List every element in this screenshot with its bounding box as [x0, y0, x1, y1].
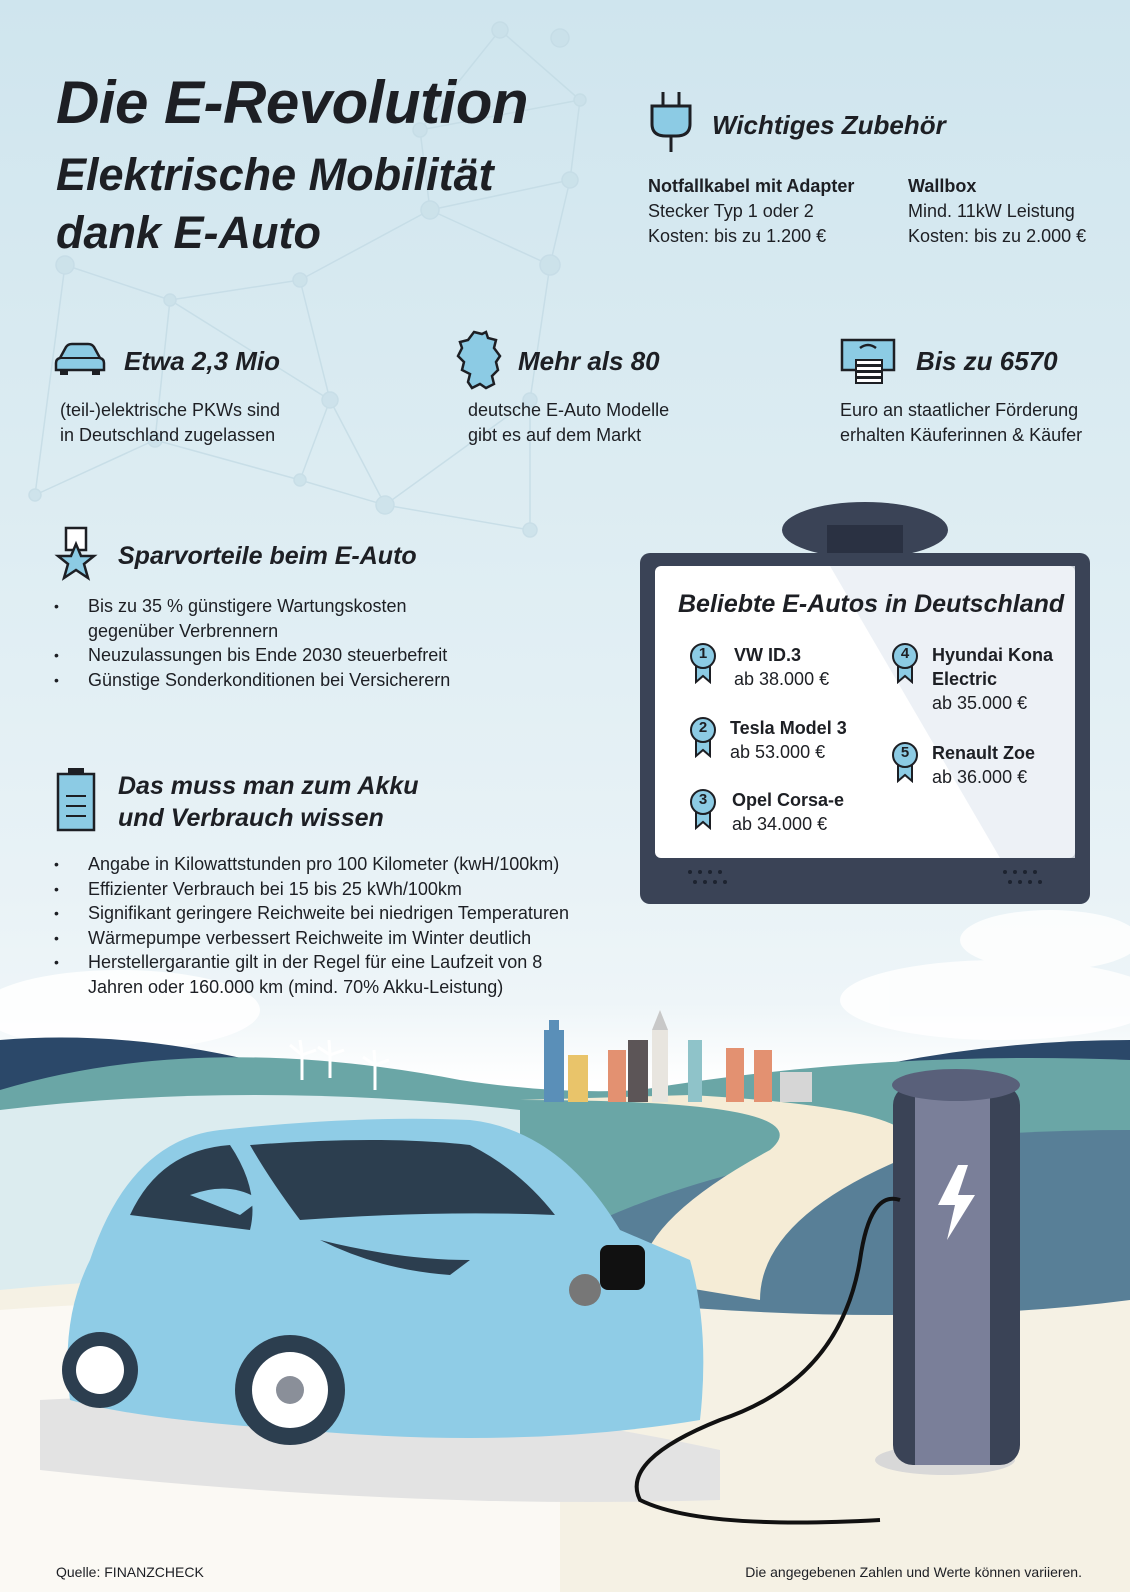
- list-item: • Angabe in Kilowattstunden pro 100 Kilometer (kwH/100km): [56, 852, 626, 877]
- popular-heading: Beliebte E-Autos in Deutschland: [678, 590, 1065, 618]
- page-title: Die E-Revolution: [56, 69, 529, 136]
- stat-text-funding: Euro an staatlicher Förderung erhalten Käuferinnen & Käufer: [840, 400, 1083, 445]
- popular-car-4: Hyundai Kona Electric ab 35.000 €: [932, 645, 1054, 713]
- list-item: • Bis zu 35 % günstigere Wartungskosten gegenüber Verbrennern: [56, 594, 496, 643]
- rank-2-number: 2: [698, 719, 708, 736]
- award-star-icon: [54, 526, 98, 589]
- stat-heading-funding: Bis zu 6570: [916, 346, 1058, 376]
- list-item: • Effizienter Verbrauch bei 15 bis 25 kWh/100km: [56, 877, 626, 902]
- list-item: • Neuzulassungen bis Ende 2030 steuerbefreit: [56, 643, 496, 668]
- list-item: • Günstige Sonderkonditionen bei Versicherern: [56, 668, 496, 693]
- germany-map-icon: [456, 330, 502, 395]
- subtitle-line-2: dank E-Auto: [56, 207, 321, 258]
- accessory-item-wallbox: Wallbox Mind. 11kW Leistung Kosten: bis zu 2.000 €: [908, 176, 1087, 246]
- battery-heading: Das muss man zum Akku und Verbrauch wissen: [118, 772, 419, 832]
- car-icon: [54, 342, 106, 381]
- accessories-heading: Wichtiges Zubehör: [712, 110, 946, 140]
- subtitle-line-1: Elektrische Mobilität: [56, 149, 494, 200]
- popular-car-1: VW ID.3 ab 38.000 €: [734, 645, 830, 689]
- savings-heading: Sparvorteile beim E-Auto: [118, 542, 417, 570]
- list-item: • Wärmepumpe verbessert Reichweite im Winter deutlich: [56, 926, 626, 951]
- rank-3-number: 3: [698, 791, 708, 808]
- stat-text-models: deutsche E-Auto Modelle gibt es auf dem Markt: [468, 400, 670, 445]
- savings-list: [56, 594, 496, 692]
- battery-list: [56, 852, 626, 999]
- stat-heading-models: Mehr als 80: [518, 346, 660, 376]
- battery-icon: [56, 766, 96, 837]
- stat-text-cars: (teil-)elektrische PKWs sind in Deutschland zugelassen: [60, 400, 281, 445]
- popular-car-3: Opel Corsa-e ab 34.000 €: [732, 790, 845, 834]
- page-subtitle: [56, 146, 576, 262]
- rank-5-number: 5: [900, 744, 910, 761]
- popular-car-5: Renault Zoe ab 36.000 €: [932, 743, 1036, 787]
- money-icon: [840, 338, 896, 389]
- popular-car-2: Tesla Model 3 ab 53.000 €: [730, 718, 847, 762]
- stat-heading-cars: Etwa 2,3 Mio: [124, 346, 281, 376]
- accessory-item-cable: Notfallkabel mit Adapter Stecker Typ 1 oder 2 Kosten: bis zu 1.200 €: [648, 176, 855, 246]
- rank-4-number: 4: [900, 645, 910, 662]
- plug-icon: [648, 90, 694, 159]
- list-item: • Signifikant geringere Reichweite bei niedrigen Temperaturen: [56, 901, 626, 926]
- rank-1-number: 1: [698, 645, 708, 662]
- list-item: • Herstellergarantie gilt in der Regel für eine Laufzeit von 8 Jahren oder 160.000 km (mind. 70% Akku-Leistung): [56, 950, 576, 999]
- footer-disclaimer: Die angegebenen Zahlen und Werte können variieren.: [745, 1564, 1082, 1580]
- footer-source: Quelle: FINANZCHECK: [56, 1564, 204, 1580]
